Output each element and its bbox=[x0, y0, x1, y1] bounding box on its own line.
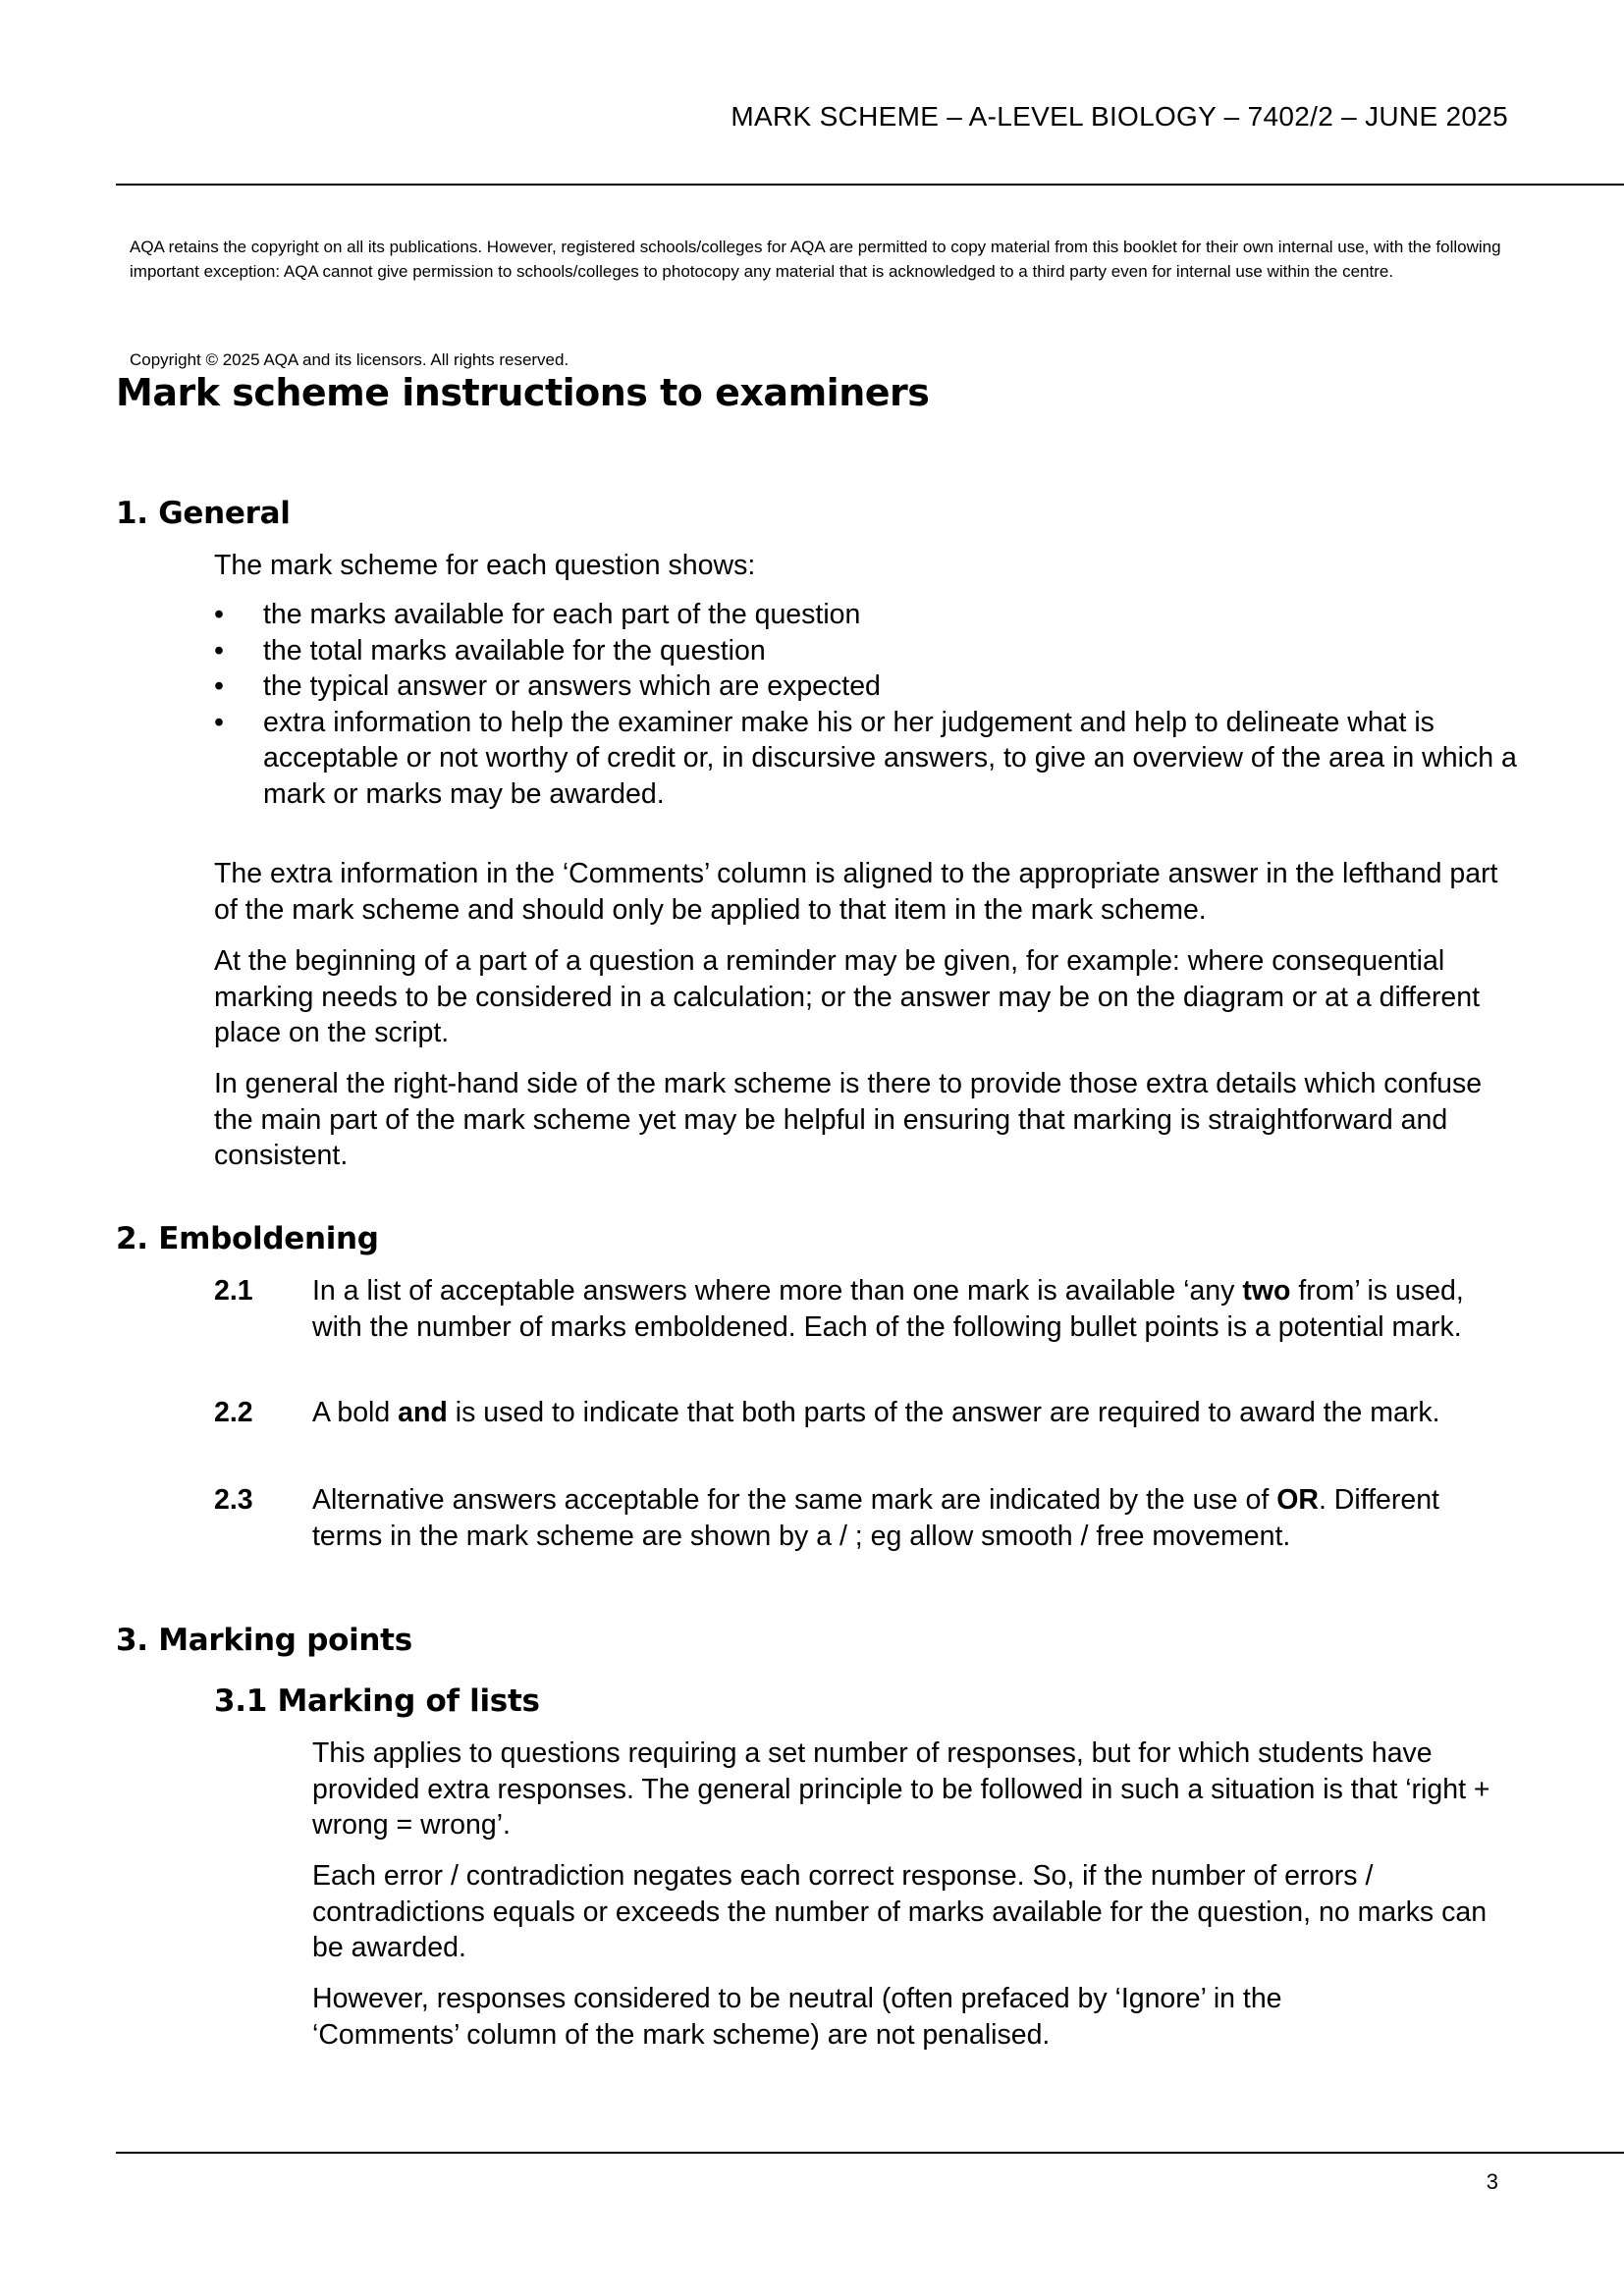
list-item bbox=[214, 705, 1520, 813]
list-item bbox=[214, 633, 1520, 669]
general-paragraph-comments: The extra information in the ‘Comments’ column is aligned to the appropriate answer in the lefthand part of the mark scheme and should only be applied to that item in the mark scheme. bbox=[214, 858, 1498, 926]
subsection-marking-of-lists-heading: 3.1 Marking of lists bbox=[214, 1683, 540, 1719]
marking-lists-paragraph-neutral: However, responses considered to be neutral (often prefaced by ‘Ignore’ in the ‘Comments’ column of the mark scheme) are not penalised. bbox=[312, 1983, 1282, 2051]
general-paragraph-right-hand-side: In general the right-hand side of the mark scheme is there to provide those extra details which confuse the main part of the mark scheme yet may be helpful in ensuring that marking is straightforward and consistent. bbox=[214, 1068, 1483, 1171]
general-intro: The mark scheme for each question shows: bbox=[214, 550, 756, 581]
item-number: 2.3 bbox=[214, 1484, 253, 1516]
list-item-text: the typical answer or answers which are expected bbox=[263, 670, 881, 702]
list-item bbox=[214, 668, 1520, 705]
item-bold-keyword: two bbox=[1242, 1275, 1291, 1307]
copyright-notice: AQA retains the copyright on all its publications. However, registered schools/colleges for AQA are permitted to copy material from this booklet for their own internal use, with the following important exception: AQA cannot give permission to schools/colleges to photocopy any material that is acknowledged to a third party even for internal use within the centre. bbox=[130, 238, 1501, 281]
general-paragraph-reminder: At the beginning of a part of a question a reminder may be given, for example: where consequential marking needs to be considered in a calculation; or the answer may be on the diagram or at a different place on the script. bbox=[214, 945, 1481, 1048]
item-text-part: is used to indicate that both parts of the answer are required to award the mark. bbox=[447, 1397, 1440, 1428]
footer-rule bbox=[116, 2152, 1624, 2154]
item-text-part: In a list of acceptable answers where more than one mark is available ‘any bbox=[312, 1275, 1243, 1307]
bullet-icon: • bbox=[214, 670, 224, 702]
bullet-icon: • bbox=[214, 706, 224, 738]
list-item-text: the marks available for each part of the question bbox=[263, 599, 861, 630]
list-item-text: the total marks available for the question bbox=[263, 634, 766, 667]
section-general-heading: 1. General bbox=[116, 496, 291, 531]
running-header-title: MARK SCHEME – A-LEVEL BIOLOGY – 7402/2 – JUNE 2025 bbox=[731, 101, 1508, 132]
general-bullet-list bbox=[214, 597, 1520, 812]
item-text-part: Alternative answers acceptable for the same mark are indicated by the use of bbox=[312, 1484, 1277, 1516]
page-title: Mark scheme instructions to examiners bbox=[116, 371, 930, 414]
item-text-part: . Different terms in the mark scheme are shown by a / ; eg allow smooth / free movement. bbox=[312, 1484, 1439, 1552]
item-number: 2.1 bbox=[214, 1275, 253, 1307]
bullet-icon: • bbox=[214, 599, 224, 630]
item-text-part: from’ is used, with the number of marks emboldened. Each of the following bullet points is a potential mark. bbox=[312, 1275, 1464, 1343]
section-marking-points-heading: 3. Marking points bbox=[116, 1623, 412, 1658]
item-text-part: A bold bbox=[312, 1397, 399, 1428]
item-text bbox=[312, 1273, 1510, 1345]
marking-lists-paragraph-principle: This applies to questions requiring a set number of responses, but for which students have provided extra responses. The general principle to be followed in such a situation is that ‘right + wrong = wrong’. bbox=[312, 1737, 1490, 1841]
copyright-line: Copyright © 2025 AQA and its licensors. All rights reserved. bbox=[130, 350, 569, 369]
list-item-text: extra information to help the examiner make his or her judgement and help to delineate what is acceptable or not worthy of credit or, in discursive answers, to give an overview of the area in which a mark or marks may be awarded. bbox=[263, 706, 1517, 810]
page-number: 3 bbox=[1486, 2169, 1498, 2194]
bullet-icon: • bbox=[214, 634, 224, 667]
header-rule bbox=[116, 184, 1624, 186]
list-item bbox=[214, 597, 1520, 633]
item-text bbox=[312, 1482, 1510, 1554]
item-number: 2.2 bbox=[214, 1397, 253, 1428]
item-text bbox=[312, 1395, 1510, 1431]
item-bold-keyword: and bbox=[398, 1397, 448, 1428]
item-bold-keyword: OR bbox=[1276, 1484, 1319, 1516]
marking-lists-paragraph-errors: Each error / contradiction negates each correct response. So, if the number of errors / contradictions equals or exceeds the number of marks available for the question, no marks can be awarded. bbox=[312, 1860, 1488, 1963]
section-emboldening-heading: 2. Emboldening bbox=[116, 1221, 379, 1256]
